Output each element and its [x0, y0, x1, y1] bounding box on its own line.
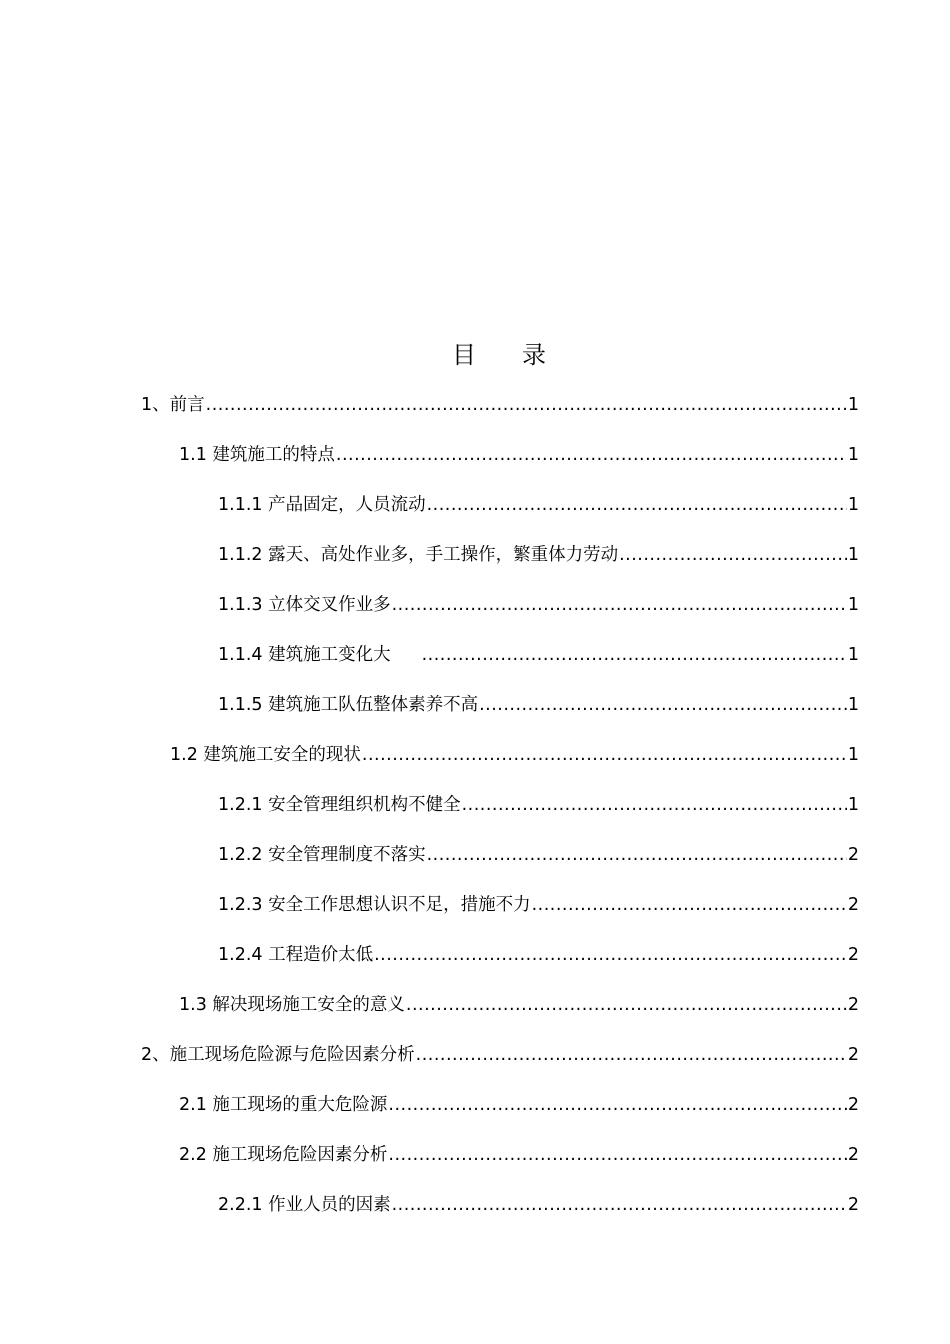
toc-entry-label: 1.1 建筑施工的特点 [179, 445, 335, 465]
toc-entry[interactable] [218, 890, 859, 920]
toc-entry-page: 2 [847, 945, 859, 965]
toc-entry-leader [406, 990, 847, 1020]
toc-entry[interactable] [218, 540, 859, 570]
toc-entry-page: 2 [847, 895, 859, 915]
toc-entry-label: 1.1.2 露天、高处作业多，手工操作，繁重体力劳动 [218, 545, 619, 565]
toc-entry-leader [392, 1190, 847, 1220]
toc-entry-leader [416, 1040, 847, 1070]
toc-entry-leader [336, 440, 847, 470]
toc-entry-leader [374, 940, 847, 970]
toc-entry-leader [388, 1090, 846, 1120]
toc-entry-leader [206, 390, 847, 420]
toc-entry-page: 1 [847, 495, 859, 515]
toc-entry[interactable] [218, 640, 859, 670]
toc-title-char-1: 目 [452, 341, 478, 369]
toc-entry-label: 2、施工现场危险源与危险因素分析 [141, 1045, 415, 1065]
toc-entry[interactable] [218, 490, 859, 520]
toc-entry-leader [388, 1140, 846, 1170]
toc-entry-page: 2 [847, 1045, 859, 1065]
toc-entry-label: 1.2.3 安全工作思想认识不足，措施不力 [218, 895, 531, 915]
toc-entry-page: 1 [847, 445, 859, 465]
toc-entry-label: 1.1.5 建筑施工队伍整体素养不高 [218, 695, 479, 715]
toc-entry[interactable] [218, 590, 859, 620]
toc-entry-leader [422, 640, 847, 670]
toc-entry-page: 1 [847, 645, 859, 665]
toc-entry-page: 1 [847, 545, 859, 565]
toc-entry-page: 1 [847, 695, 859, 715]
toc-entry[interactable] [218, 940, 859, 970]
toc-entry-page: 1 [847, 395, 859, 415]
toc-entry[interactable] [218, 1190, 859, 1220]
toc-entry-leader [427, 490, 847, 520]
toc-entry[interactable] [179, 1090, 859, 1120]
toc-entry-page: 1 [847, 795, 859, 815]
toc-entry[interactable] [218, 690, 859, 720]
toc-entry-label: 1.2.4 工程造价太低 [218, 945, 374, 965]
toc-entry-leader [427, 840, 847, 870]
toc-entry-leader [532, 890, 847, 920]
toc-entry-label: 1.2 建筑施工安全的现状 [170, 745, 361, 765]
toc-entry[interactable] [218, 790, 859, 820]
toc-entry-page: 2 [847, 1195, 859, 1215]
toc-entry-label: 2.1 施工现场的重大危险源 [179, 1095, 388, 1115]
toc-entry-page: 1 [847, 745, 859, 765]
toc-entry-page: 2 [847, 845, 859, 865]
toc-entry-leader [619, 540, 847, 570]
toc-entry-page: 2 [847, 995, 859, 1015]
toc-entry[interactable] [141, 1040, 859, 1070]
toc-entry[interactable] [179, 1140, 859, 1170]
toc-entry-label: 1.1.3 立体交叉作业多 [218, 595, 391, 615]
toc-entry-label: 1.2.2 安全管理制度不落实 [218, 845, 426, 865]
toc-entry[interactable] [141, 390, 859, 420]
toc-entry-label: 1.1.1 产品固定，人员流动 [218, 495, 426, 515]
toc-title-char-2: 录 [522, 341, 548, 369]
toc-entry-label: 1.3 解决现场施工安全的意义 [179, 995, 405, 1015]
toc-entry-label: 2.2.1 作业人员的因素 [218, 1195, 391, 1215]
toc-entry-leader [462, 790, 847, 820]
toc-entry-leader [362, 740, 847, 770]
toc-entry[interactable] [179, 990, 859, 1020]
toc-entry-page: 1 [847, 595, 859, 615]
toc-entry-leader [479, 690, 847, 720]
toc-entry-label: 1.2.1 安全管理组织机构不健全 [218, 795, 461, 815]
toc-entry-leader [392, 590, 847, 620]
toc-entry-label: 1.1.4 建筑施工变化大 [218, 645, 391, 665]
toc-entry-page: 2 [847, 1095, 859, 1115]
toc-entry-page: 2 [847, 1145, 859, 1165]
toc-entry[interactable] [170, 740, 859, 770]
toc-entry[interactable] [218, 840, 859, 870]
toc-entry[interactable] [179, 440, 859, 470]
toc-entry-label: 1、前言 [141, 395, 205, 415]
toc-title [0, 338, 950, 372]
toc-entry-label: 2.2 施工现场危险因素分析 [179, 1145, 388, 1165]
